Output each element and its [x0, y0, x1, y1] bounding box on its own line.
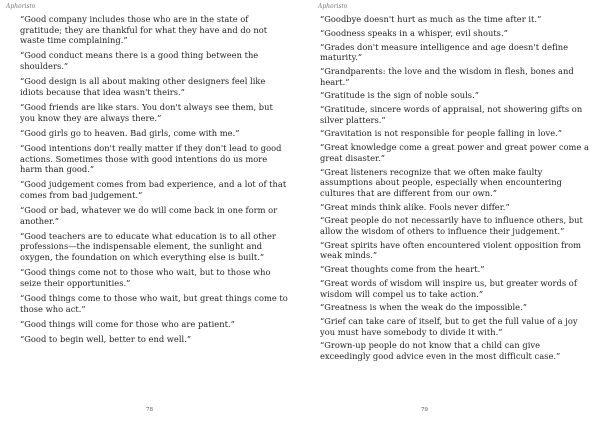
- quote: “Great listeners recognize that we often make faulty assumptions about people, especially when encountering cultures that are different from our own.”: [320, 166, 562, 198]
- quote: “Good judgement comes from bad experience, and a lot of that comes from bad judgement.”: [20, 179, 287, 200]
- quote: “Great knowledge come a great power and great power come a great disaster.”: [320, 142, 589, 163]
- quote: “Gratitude, sincere words of appraisal, not showering gifts on silver platters.”: [320, 104, 583, 125]
- quote: “Good conduct means there is a good thing between the shoulders.”: [20, 50, 259, 71]
- quote-list: [320, 14, 592, 365]
- running-header: Aphorism: [6, 3, 36, 10]
- quote: “Good teachers are to educate what education is to all other professions—the indispensable element, the sunlight and oxygen, the foundation on which everything else is built.”: [20, 230, 276, 263]
- quote: “Good company includes those who are in the state of gratitude; they are thankful for what they have and do not waste time complaining.”: [20, 14, 268, 46]
- page-number: 79: [421, 407, 428, 413]
- quote: “Grandparents: the love and the wisdom in flesh, bones and heart.”: [320, 65, 574, 87]
- quote: “Great spirits have often encountered violent opposition from weak minds.”: [320, 239, 582, 261]
- quote: “Grief can take care of itself, but to get the full value of a joy you must have somebody to divide it with.”: [320, 316, 578, 337]
- quote: “Good design is all about making other designers feel like idiots because that idea wasn't theirs.”: [20, 76, 266, 97]
- quote: “Great thoughts come from the heart.”: [320, 264, 485, 275]
- quote: “Goodbye doesn't hurt as much as the time after it.”: [320, 14, 542, 24]
- right-page: [300, 0, 600, 424]
- quote: “Great words of wisdom will inspire us, but greater words of wisdom will compel us to take action.”: [320, 277, 577, 299]
- quote: “Good girls go to heaven. Bad girls, come with me.”: [20, 127, 240, 138]
- quote-list: [20, 14, 288, 349]
- quote: “Good things will come for those who are patient.”: [20, 318, 235, 329]
- quote: “Good intentions don't really matter if they don't lead to good actions. Sometimes those with good intentions do us more harm than good.”: [20, 142, 282, 175]
- quote: “Good things come not to those who wait, but to those who seize their opportunities.”: [20, 267, 271, 288]
- quote: “Good friends are like stars. You don't always see them, but you know they are always there.”: [20, 101, 273, 123]
- quote: “Grown-up people do not know that a child can give exceedingly good advice even in the most difficult case.”: [320, 340, 561, 362]
- quote: “Greatness is when the weak do the impossible.”: [320, 302, 528, 313]
- quote: “Gratitude is the sign of noble souls.”: [320, 90, 480, 101]
- quote: “Grades don't measure intelligence and age doesn't define maturity.”: [320, 41, 569, 63]
- quote: “Good or bad, whatever we do will come back in one form or another.”: [20, 205, 278, 226]
- quote: “Good to begin well, better to end well.”: [20, 333, 192, 344]
- quote: “Goodness speaks in a whisper, evil shouts.”: [320, 27, 508, 38]
- quote: “Good things come to those who wait, but great things come to those who act.”: [20, 293, 288, 314]
- quote: “Gravitation is not responsible for people falling in love.”: [320, 128, 563, 139]
- quote: “Great minds think alike. Fools never differ.”: [320, 201, 510, 212]
- running-header: Aphorism: [318, 3, 348, 10]
- quote: “Great people do not necessarily have to influence others, but allow the wisdom of others to influence their judgement.”: [320, 215, 583, 236]
- page-number: 78: [146, 407, 153, 413]
